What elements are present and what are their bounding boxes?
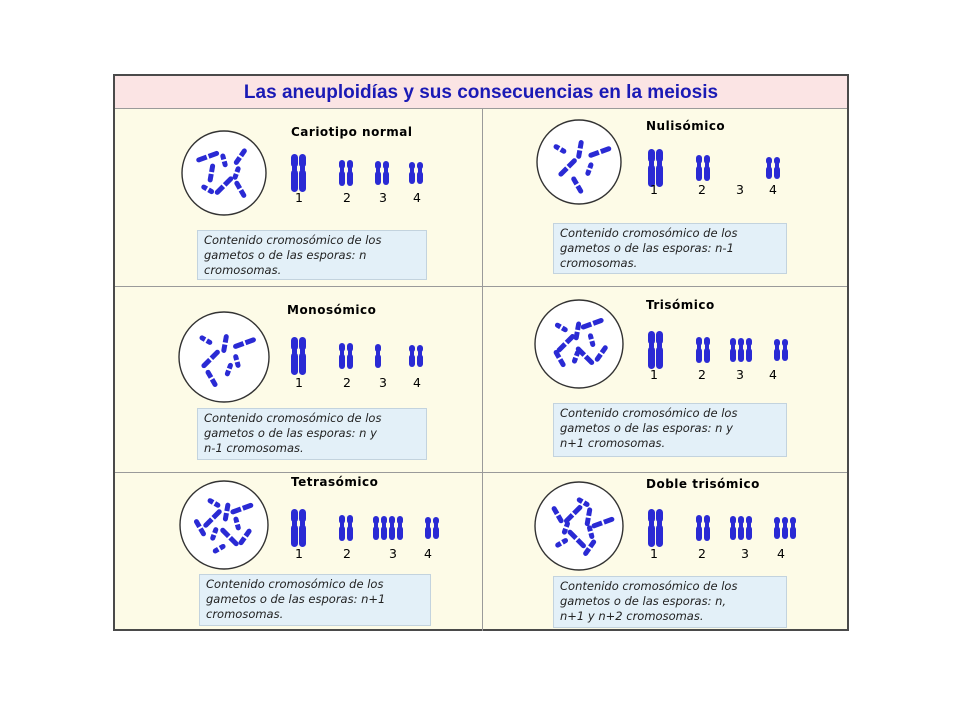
centromere bbox=[775, 163, 779, 167]
centromere bbox=[739, 523, 743, 527]
chromatid-arm-upper bbox=[347, 515, 353, 524]
centromere bbox=[697, 523, 701, 527]
chromatid-arm-upper bbox=[425, 517, 431, 524]
panel-title: Monosómico bbox=[287, 303, 377, 317]
chromosome-number-label: 1 bbox=[650, 182, 658, 197]
chromatid-arm-lower bbox=[766, 166, 772, 179]
chromatid-arm-upper bbox=[696, 155, 702, 164]
chromatid-arm-upper bbox=[417, 345, 423, 352]
chromatid-arm-lower bbox=[375, 171, 381, 185]
chromatid-arm-upper bbox=[704, 337, 710, 346]
chromatid-arm-upper bbox=[291, 509, 298, 522]
chromatid-arm-lower bbox=[417, 354, 423, 367]
karyotype-group-1 bbox=[291, 509, 306, 547]
centromere bbox=[340, 351, 344, 355]
chromatid-arm-upper bbox=[433, 517, 439, 524]
centromere bbox=[649, 343, 654, 347]
chromosome-number-label: 1 bbox=[295, 190, 303, 205]
karyotype-group-4 bbox=[425, 517, 439, 539]
panel-tetrasomico bbox=[115, 473, 482, 631]
centromere bbox=[747, 523, 751, 527]
centromere bbox=[783, 523, 787, 527]
centromere bbox=[382, 523, 386, 527]
centromere bbox=[649, 521, 654, 525]
chromatid-arm-lower bbox=[425, 526, 431, 539]
chromatid-arm-lower bbox=[291, 352, 298, 375]
chromatid-arm-lower bbox=[373, 526, 379, 540]
centromere bbox=[410, 351, 414, 355]
chromatid-arm-upper bbox=[746, 338, 752, 346]
chromatid-arm-upper bbox=[704, 155, 710, 164]
chromatid-arm-upper bbox=[397, 516, 403, 524]
chromatid-arm-upper bbox=[373, 516, 379, 524]
chromatid-arm-upper bbox=[648, 149, 655, 162]
karyotype-group-3 bbox=[730, 338, 752, 362]
chromosome-number-label: 2 bbox=[343, 546, 351, 561]
centromere bbox=[705, 345, 709, 349]
centromere bbox=[705, 523, 709, 527]
panel-title: Doble trisómico bbox=[646, 477, 760, 491]
centromere bbox=[418, 168, 422, 172]
centromere bbox=[775, 345, 779, 349]
chromatid-arm-lower bbox=[339, 171, 345, 186]
chromatid-arm-upper bbox=[738, 338, 744, 346]
centromere bbox=[775, 523, 779, 527]
chromatid-arm-lower bbox=[704, 526, 710, 541]
chromatid-arm-lower bbox=[409, 171, 415, 184]
chromosome-number-label: 2 bbox=[698, 546, 706, 561]
panel-title: Trisómico bbox=[646, 298, 715, 312]
chromatid-arm-lower bbox=[433, 526, 439, 539]
chromosome-number-label: 1 bbox=[650, 546, 658, 561]
chromatid-arm-lower bbox=[730, 526, 736, 540]
nucleus-circle bbox=[180, 481, 268, 569]
chromatid-arm-lower bbox=[347, 171, 353, 186]
chromatid-arm-upper bbox=[704, 515, 710, 524]
chromosome-number-label: 4 bbox=[769, 182, 777, 197]
chromosome-number-label: 4 bbox=[413, 375, 421, 390]
panel-description: Contenido cromosómico de los gametos o de las esporas: n+1 cromosomas. bbox=[199, 574, 431, 626]
chromosome-number-label: 3 bbox=[379, 375, 387, 390]
chromosome-number-label: 1 bbox=[650, 367, 658, 382]
centromere bbox=[418, 351, 422, 355]
chromatid-arm-lower bbox=[782, 526, 788, 539]
figure-title: Las aneuploidías y sus consecuencias en la meiosis bbox=[243, 82, 719, 103]
chromosome-number-label: 1 bbox=[295, 546, 303, 561]
chromatid-arm-lower bbox=[299, 352, 306, 375]
chromatid-arm-lower bbox=[782, 348, 788, 361]
centromere bbox=[340, 168, 344, 172]
chromatid-arm-lower bbox=[746, 526, 752, 540]
centromere bbox=[348, 168, 352, 172]
centromere bbox=[292, 521, 297, 525]
panel-monosomico bbox=[115, 287, 482, 472]
chromatid-arm-lower bbox=[774, 526, 780, 539]
chromatid-arm-lower bbox=[299, 169, 306, 192]
nucleus-circle bbox=[535, 482, 623, 570]
chromatid-arm-lower bbox=[774, 348, 780, 361]
centromere bbox=[697, 345, 701, 349]
centromere bbox=[300, 349, 305, 353]
chromatid-arm-lower bbox=[696, 348, 702, 363]
centromere bbox=[783, 345, 787, 349]
panel-description: Contenido cromosómico de los gametos o de las esporas: n, n+1 y n+2 cromosomas. bbox=[553, 576, 787, 628]
chromatid-arm-lower bbox=[347, 526, 353, 541]
chromatid-arm-upper bbox=[656, 149, 663, 162]
karyotype-group-4 bbox=[774, 517, 796, 539]
chromatid-arm-upper bbox=[339, 343, 345, 352]
chromatid-arm-upper bbox=[381, 516, 387, 524]
centromere bbox=[376, 351, 380, 355]
centromere bbox=[374, 523, 378, 527]
chromatid-arm-upper bbox=[774, 157, 780, 164]
centromere bbox=[697, 163, 701, 167]
chromatid-arm-lower bbox=[696, 166, 702, 181]
karyotype-group-2 bbox=[339, 160, 353, 186]
karyotype-group-1 bbox=[648, 331, 663, 369]
panel-trisomico bbox=[483, 287, 849, 472]
panel-cariotipo-normal bbox=[115, 108, 482, 286]
chromatid-arm-lower bbox=[656, 524, 663, 547]
karyotype-group-3 bbox=[375, 161, 389, 185]
karyotype-group-2 bbox=[696, 515, 710, 541]
chromatid-arm-lower bbox=[704, 348, 710, 363]
figure-table bbox=[113, 74, 849, 631]
centromere bbox=[348, 523, 352, 527]
centromere bbox=[434, 523, 438, 527]
chromatid-arm-lower bbox=[397, 526, 403, 540]
chromatid-arm-lower bbox=[299, 524, 306, 547]
chromatid-arm-upper bbox=[774, 339, 780, 346]
chromatid-arm-upper bbox=[339, 515, 345, 524]
centromere bbox=[300, 166, 305, 170]
centromere bbox=[747, 345, 751, 349]
chromatid-arm-lower bbox=[381, 526, 387, 540]
chromosome-number-label: 4 bbox=[777, 546, 785, 561]
karyotype-group-3 bbox=[373, 516, 403, 540]
karyotype-group-2 bbox=[339, 515, 353, 541]
chromatid-arm-lower bbox=[746, 348, 752, 362]
chromatid-arm-upper bbox=[375, 161, 381, 169]
centromere bbox=[767, 163, 771, 167]
nucleus-circle bbox=[535, 300, 623, 388]
chromatid-arm-upper bbox=[656, 509, 663, 522]
chromatid-arm-upper bbox=[766, 157, 772, 164]
centromere bbox=[657, 521, 662, 525]
karyotype-group-4 bbox=[409, 345, 423, 367]
karyotype-group-1 bbox=[291, 154, 306, 192]
centromere bbox=[657, 161, 662, 165]
chromatid-arm-upper bbox=[409, 162, 415, 169]
chromatid-arm-lower bbox=[417, 171, 423, 184]
chromatid-arm-lower bbox=[648, 346, 655, 369]
centromere bbox=[426, 523, 430, 527]
chromatid-arm-upper bbox=[738, 516, 744, 524]
centromere bbox=[739, 345, 743, 349]
chromatid-arm-lower bbox=[790, 526, 796, 539]
chromatid-arm-lower bbox=[696, 526, 702, 541]
chromatid-arm-lower bbox=[738, 348, 744, 362]
chromosome-number-label: 2 bbox=[698, 367, 706, 382]
karyotype-group-1 bbox=[648, 509, 663, 547]
nucleus-circle bbox=[182, 131, 266, 215]
chromosome-number-label: 4 bbox=[424, 546, 432, 561]
chromatid-arm-lower bbox=[730, 348, 736, 362]
chromosome-number-label: 1 bbox=[295, 375, 303, 390]
karyotype-group-2 bbox=[339, 343, 353, 369]
centromere bbox=[649, 161, 654, 165]
chromatid-arm-upper bbox=[389, 516, 395, 524]
centromere bbox=[398, 523, 402, 527]
chromosome-number-label: 3 bbox=[741, 546, 749, 561]
chromatid-arm-lower bbox=[347, 354, 353, 369]
panel-description: Contenido cromosómico de los gametos o de las esporas: n-1 cromosomas. bbox=[553, 223, 787, 274]
panel-title: Cariotipo normal bbox=[291, 125, 413, 139]
chromatid-arm-upper bbox=[417, 162, 423, 169]
centromere bbox=[300, 521, 305, 525]
karyotype-group-2 bbox=[696, 155, 710, 181]
chromosome-number-label: 2 bbox=[698, 182, 706, 197]
panel-description: Contenido cromosómico de los gametos o de las esporas: n cromosomas. bbox=[197, 230, 427, 280]
title-bar bbox=[115, 76, 847, 109]
chromatid-arm-lower bbox=[291, 169, 298, 192]
chromatid-arm-lower bbox=[389, 526, 395, 540]
chromatid-arm-upper bbox=[291, 337, 298, 350]
karyotype-group-1 bbox=[291, 337, 306, 375]
chromatid-arm-lower bbox=[409, 354, 415, 367]
chromatid-arm-lower bbox=[704, 166, 710, 181]
centromere bbox=[791, 523, 795, 527]
centromere bbox=[292, 349, 297, 353]
chromatid-arm-lower bbox=[774, 166, 780, 179]
chromatid-arm-upper bbox=[299, 509, 306, 522]
chromatid-arm-upper bbox=[774, 517, 780, 524]
chromatid-arm-upper bbox=[299, 154, 306, 167]
chromatid-arm-upper bbox=[730, 338, 736, 346]
chromosome-number-label: 4 bbox=[769, 367, 777, 382]
chromosome-number-label: 3 bbox=[736, 367, 744, 382]
chromatid-arm-upper bbox=[375, 344, 381, 352]
chromosome-number-label: 3 bbox=[736, 182, 744, 197]
chromatid-arm-lower bbox=[339, 354, 345, 369]
karyotype-group-4 bbox=[766, 157, 780, 179]
panel-nulisomico bbox=[483, 108, 849, 286]
karyotype-group-4 bbox=[774, 339, 788, 361]
karyotype-group-4 bbox=[409, 162, 423, 184]
chromatid-arm-upper bbox=[746, 516, 752, 524]
centromere bbox=[348, 351, 352, 355]
centromere bbox=[731, 345, 735, 349]
chromatid-arm-upper bbox=[347, 160, 353, 169]
panel-title: Tetrasómico bbox=[291, 475, 379, 489]
karyotype-group-3 bbox=[730, 516, 752, 540]
chromosome-number-label: 4 bbox=[413, 190, 421, 205]
chromatid-arm-upper bbox=[782, 517, 788, 524]
chromosome-number-label: 2 bbox=[343, 190, 351, 205]
chromatid-arm-upper bbox=[696, 515, 702, 524]
panel-description: Contenido cromosómico de los gametos o de las esporas: n y n-1 cromosomas. bbox=[197, 408, 427, 460]
chromatid-arm-upper bbox=[648, 509, 655, 522]
chromatid-arm-lower bbox=[383, 171, 389, 185]
chromosome-number-label: 3 bbox=[379, 190, 387, 205]
centromere bbox=[376, 168, 380, 172]
panel-description: Contenido cromosómico de los gametos o de las esporas: n y n+1 cromosomas. bbox=[553, 403, 787, 457]
centromere bbox=[731, 523, 735, 527]
karyotype-group-2 bbox=[696, 337, 710, 363]
chromosome-number-label: 3 bbox=[389, 546, 397, 561]
chromatid-arm-upper bbox=[730, 516, 736, 524]
chromatid-arm-upper bbox=[648, 331, 655, 344]
centromere bbox=[705, 163, 709, 167]
chromatid-arm-upper bbox=[383, 161, 389, 169]
centromere bbox=[340, 523, 344, 527]
centromere bbox=[657, 343, 662, 347]
chromatid-arm-upper bbox=[291, 154, 298, 167]
chromatid-arm-upper bbox=[696, 337, 702, 346]
chromatid-arm-upper bbox=[790, 517, 796, 524]
chromatid-arm-upper bbox=[656, 331, 663, 344]
chromatid-arm-lower bbox=[339, 526, 345, 541]
centromere bbox=[390, 523, 394, 527]
panel-title: Nulisómico bbox=[646, 119, 726, 133]
chromatid-arm-lower bbox=[648, 524, 655, 547]
chromatid-arm-upper bbox=[782, 339, 788, 346]
chromatid-arm-upper bbox=[299, 337, 306, 350]
centromere bbox=[410, 168, 414, 172]
chromatid-arm-upper bbox=[339, 160, 345, 169]
chromatid-arm-upper bbox=[347, 343, 353, 352]
panel-doble-trisomico bbox=[483, 473, 849, 631]
chromatid-arm-lower bbox=[291, 524, 298, 547]
centromere bbox=[292, 166, 297, 170]
chromosome-number-label: 2 bbox=[343, 375, 351, 390]
chromatid-arm-lower bbox=[738, 526, 744, 540]
centromere bbox=[384, 168, 388, 172]
nucleus-circle bbox=[179, 312, 269, 402]
chromatid-arm-lower bbox=[375, 354, 381, 368]
chromatid-arm-upper bbox=[409, 345, 415, 352]
karyotype-group-3 bbox=[375, 344, 381, 368]
chromatid-arm-lower bbox=[656, 346, 663, 369]
